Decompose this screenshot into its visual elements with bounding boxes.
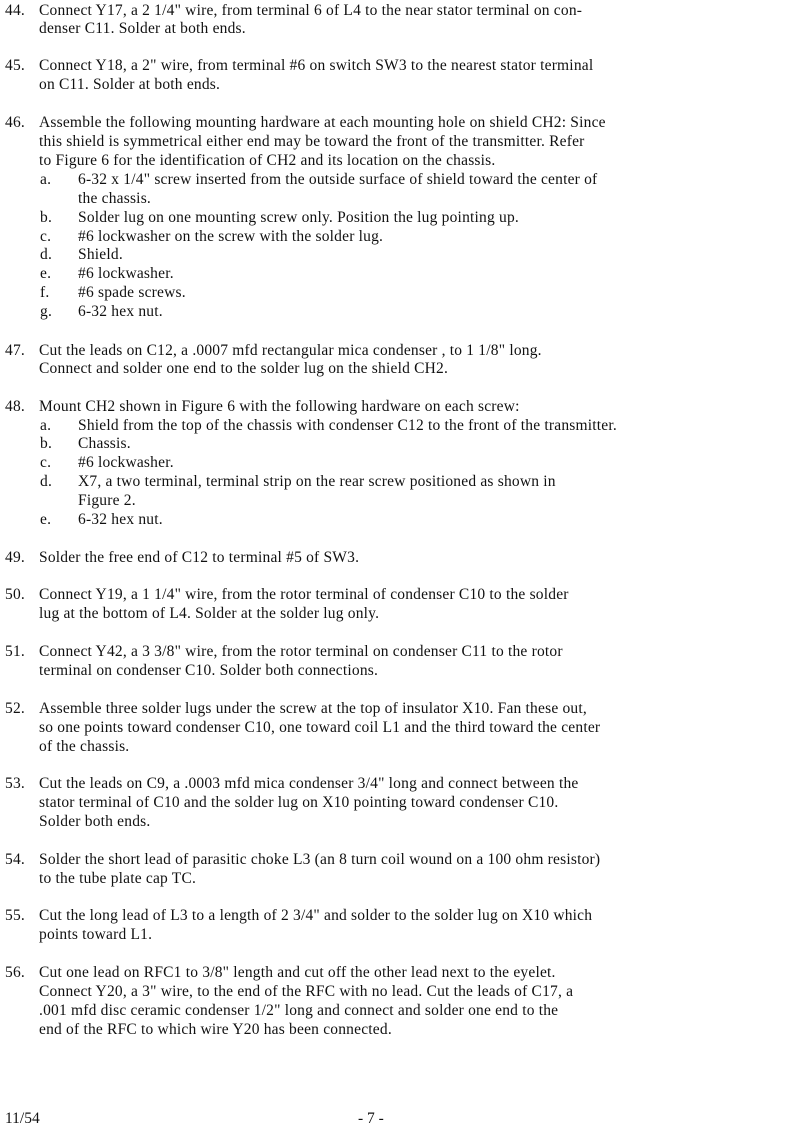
step-number: 47.	[5, 342, 25, 359]
step-text: denser C11. Solder at both ends.	[39, 20, 246, 37]
step-text: to Figure 6 for the identification of CH2 and its location on the chassis.	[39, 152, 496, 169]
step-text: Cut the long lead of L3 to a length of 2 3/4" and solder to the solder lug on X10 which	[39, 907, 593, 924]
substep-text: Shield.	[78, 246, 123, 263]
substep-letter: c.	[40, 454, 52, 471]
substep-text: #6 lockwasher on the screw with the solder lug.	[78, 228, 384, 245]
substep-text: #6 lockwasher.	[78, 265, 174, 282]
substep-text: Solder lug on one mounting screw only. Position the lug pointing up.	[78, 209, 519, 226]
substep-letter: e.	[40, 265, 52, 282]
substep-letter: d.	[40, 473, 53, 490]
step-number: 48.	[5, 398, 25, 415]
step-text: Mount CH2 shown in Figure 6 with the following hardware on each screw:	[39, 398, 520, 415]
step-text: Connect Y42, a 3 3/8" wire, from the rotor terminal on condenser C11 to the rotor	[39, 643, 563, 660]
substep-letter: f.	[40, 284, 50, 301]
substep-text: Figure 2.	[78, 492, 136, 509]
step-text: .001 mfd disc ceramic condenser 1/2" long and connect and solder one end to the	[39, 1002, 559, 1019]
substep-text: the chassis.	[78, 190, 151, 207]
substep-text: 6-32 hex nut.	[78, 303, 163, 320]
step-text: Connect Y20, a 3" wire, to the end of the RFC with no lead. Cut the leads of C17, a	[39, 983, 574, 1000]
step-text: Solder the short lead of parasitic choke L3 (an 8 turn coil wound on a 100 ohm resistor)	[39, 851, 601, 868]
step-number: 49.	[5, 549, 25, 566]
substep-letter: a.	[40, 417, 52, 434]
step-text: Solder the free end of C12 to terminal #5 of SW3.	[39, 549, 360, 566]
step-number: 45.	[5, 57, 25, 74]
step-number: 56.	[5, 964, 25, 981]
step-number: 51.	[5, 643, 25, 660]
substep-letter: c.	[40, 228, 52, 245]
substep-letter: b.	[40, 209, 53, 226]
substep-text: #6 lockwasher.	[78, 454, 174, 471]
step-text: lug at the bottom of L4. Solder at the solder lug only.	[39, 605, 380, 622]
step-number: 52.	[5, 700, 25, 717]
step-text: stator terminal of C10 and the solder lug on X10 pointing toward condenser C10.	[39, 794, 559, 811]
step-text: this shield is symmetrical either end may be toward the front of the transmitter. Refer	[39, 133, 585, 150]
step-text: Cut one lead on RFC1 to 3/8" length and cut off the other lead next to the eyelet.	[39, 964, 556, 981]
step-text: Cut the leads on C9, a .0003 mfd mica condenser 3/4" long and connect between the	[39, 775, 579, 792]
step-text: Connect Y19, a 1 1/4" wire, from the rotor terminal of condenser C10 to the solder	[39, 586, 569, 603]
step-text: terminal on condenser C10. Solder both connections.	[39, 662, 379, 679]
step-text: on C11. Solder at both ends.	[39, 76, 221, 93]
substep-text: X7, a two terminal, terminal strip on the rear screw positioned as shown in	[78, 473, 556, 490]
substep-text: Shield from the top of the chassis with condenser C12 to the front of the transmitter.	[78, 417, 617, 434]
substep-letter: g.	[40, 303, 53, 320]
step-text: Solder both ends.	[39, 813, 151, 830]
substep-letter: e.	[40, 511, 52, 528]
step-text: points toward L1.	[39, 926, 153, 943]
step-text: Assemble the following mounting hardware at each mounting hole on shield CH2: Since	[39, 114, 606, 131]
step-number: 53.	[5, 775, 25, 792]
step-text: of the chassis.	[39, 738, 130, 755]
step-number: 55.	[5, 907, 25, 924]
substep-letter: d.	[40, 246, 53, 263]
substep-letter: b.	[40, 435, 53, 452]
substep-text: #6 spade screws.	[78, 284, 186, 301]
step-text: to the tube plate cap TC.	[39, 870, 197, 887]
substep-letter: a.	[40, 171, 52, 188]
step-number: 44.	[5, 2, 25, 19]
substep-text: Chassis.	[78, 435, 131, 452]
step-text: Connect Y18, a 2" wire, from terminal #6 on switch SW3 to the nearest stator terminal	[39, 57, 594, 74]
step-text: Assemble three solder lugs under the screw at the top of insulator X10. Fan these out,	[39, 700, 587, 717]
step-text: Connect Y17, a 2 1/4" wire, from terminal 6 of L4 to the near stator terminal on con-	[39, 2, 583, 19]
step-text: so one points toward condenser C10, one toward coil L1 and the third toward the center	[39, 719, 601, 736]
step-number: 50.	[5, 586, 25, 603]
substep-text: 6-32 x 1/4" screw inserted from the outside surface of shield toward the center of	[78, 171, 598, 188]
page-number: - 7 -	[358, 1110, 384, 1127]
step-number: 54.	[5, 851, 25, 868]
step-text: end of the RFC to which wire Y20 has been connected.	[39, 1021, 392, 1038]
step-text: Connect and solder one end to the solder lug on the shield CH2.	[39, 360, 449, 377]
step-text: Cut the leads on C12, a .0007 mfd rectangular mica condenser , to 1 1/8" long.	[39, 342, 542, 359]
step-number: 46.	[5, 114, 25, 131]
footer-date: 11/54	[5, 1110, 40, 1127]
substep-text: 6-32 hex nut.	[78, 511, 163, 528]
